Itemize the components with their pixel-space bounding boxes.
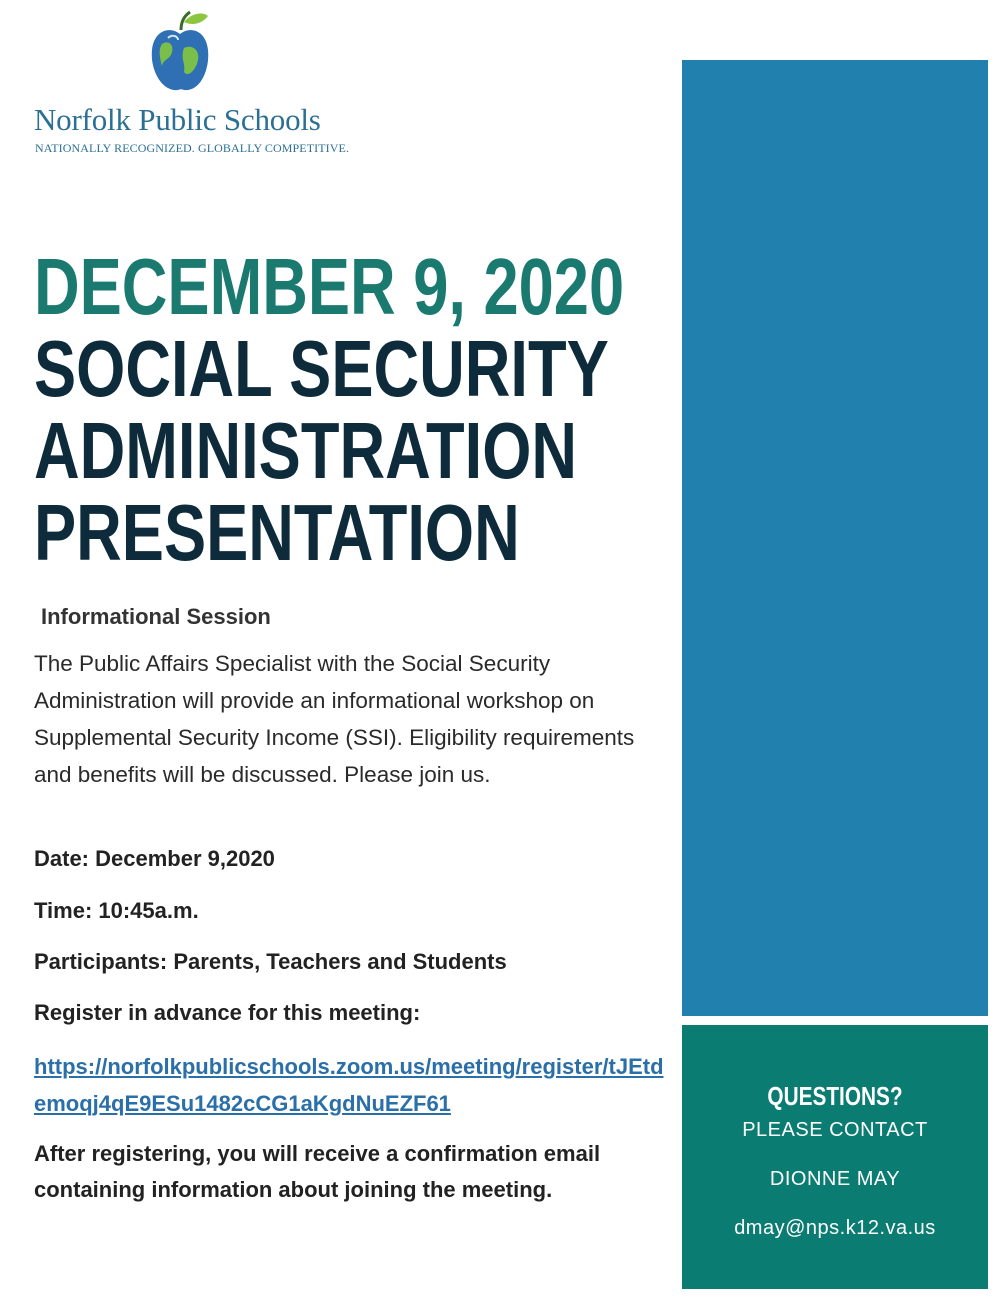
org-tagline: NATIONALLY RECOGNIZED. GLOBALLY COMPETITIVE. xyxy=(35,141,350,155)
headline-title-line: SOCIAL SECURITY xyxy=(34,324,609,413)
register-prompt: Register in advance for this meeting: xyxy=(34,1000,421,1025)
after-register-note: After registering, you will receive a confirmation email containing information about joining the meeting. xyxy=(34,1141,601,1202)
headline-title-line: ADMINISTRATION xyxy=(34,406,578,495)
session-subheading: Informational Session xyxy=(41,604,271,629)
school-logo xyxy=(30,8,360,168)
event-date: Date: December 9,2020 xyxy=(34,846,275,871)
decorative-blue-bar xyxy=(682,60,988,1016)
registration-link[interactable]: https://norfolkpublicschools.zoom.us/meeting/register/tJEtdemoqj4qE9ESu1482cCG1aKgdNuEZF61 xyxy=(34,1054,664,1116)
contact-email[interactable]: dmay@nps.k12.va.us xyxy=(734,1217,936,1239)
session-description: The Public Affairs Specialist with the Social Security Administration will provide an informational workshop on Supplemental Security Income (SSI). Eligibility requirements and benefits will be discussed. Please join us. xyxy=(34,651,635,787)
contact-box xyxy=(682,1025,988,1289)
headline-title-line: PRESENTATION xyxy=(34,488,520,577)
org-name: Norfolk Public Schools xyxy=(34,102,321,137)
headline xyxy=(34,242,625,577)
contact-prompt: PLEASE CONTACT xyxy=(742,1119,928,1141)
contact-name: DIONNE MAY xyxy=(769,1168,901,1190)
headline-date: DECEMBER 9, 2020 xyxy=(34,242,625,331)
questions-title: QUESTIONS? xyxy=(767,1081,903,1111)
event-participants: Participants: Parents, Teachers and Students xyxy=(34,949,507,974)
event-time: Time: 10:45a.m. xyxy=(34,898,199,923)
apple-globe-icon xyxy=(148,8,212,96)
